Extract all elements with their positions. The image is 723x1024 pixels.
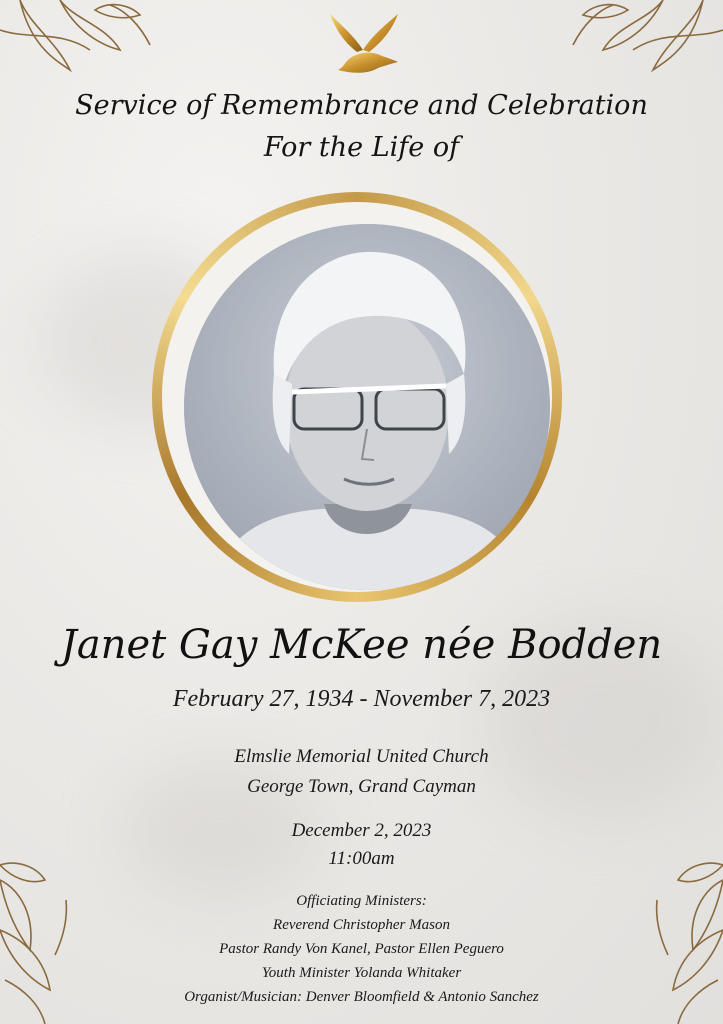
minister-line: Youth Minister Yolanda Whitaker <box>261 965 462 981</box>
venue-name: Elmslie Memorial United Church <box>234 746 489 767</box>
portrait-frame <box>152 192 562 602</box>
dove-icon <box>324 12 402 78</box>
portrait-photo <box>184 224 550 590</box>
minister-line: Reverend Christopher Mason <box>273 917 450 933</box>
service-date: December 2, 2023 <box>291 820 432 841</box>
minister-line: Pastor Randy Von Kanel, Pastor Ellen Peguero <box>219 941 504 957</box>
deceased-name: Janet Gay McKee née Bodden <box>60 622 663 668</box>
ministers-heading: Officiating Ministers: <box>296 893 427 909</box>
service-heading: Service of Remembrance and Celebration <box>75 90 648 121</box>
minister-line: Organist/Musician: Denver Bloomfield & Antonio Sanchez <box>184 989 539 1005</box>
floral-corner-icon <box>0 0 160 80</box>
service-subheading: For the Life of <box>263 132 460 163</box>
floral-corner-icon <box>563 0 723 75</box>
life-dates: February 27, 1934 - November 7, 2023 <box>172 686 551 712</box>
venue-location: George Town, Grand Cayman <box>247 776 476 797</box>
service-time: 11:00am <box>328 848 395 869</box>
